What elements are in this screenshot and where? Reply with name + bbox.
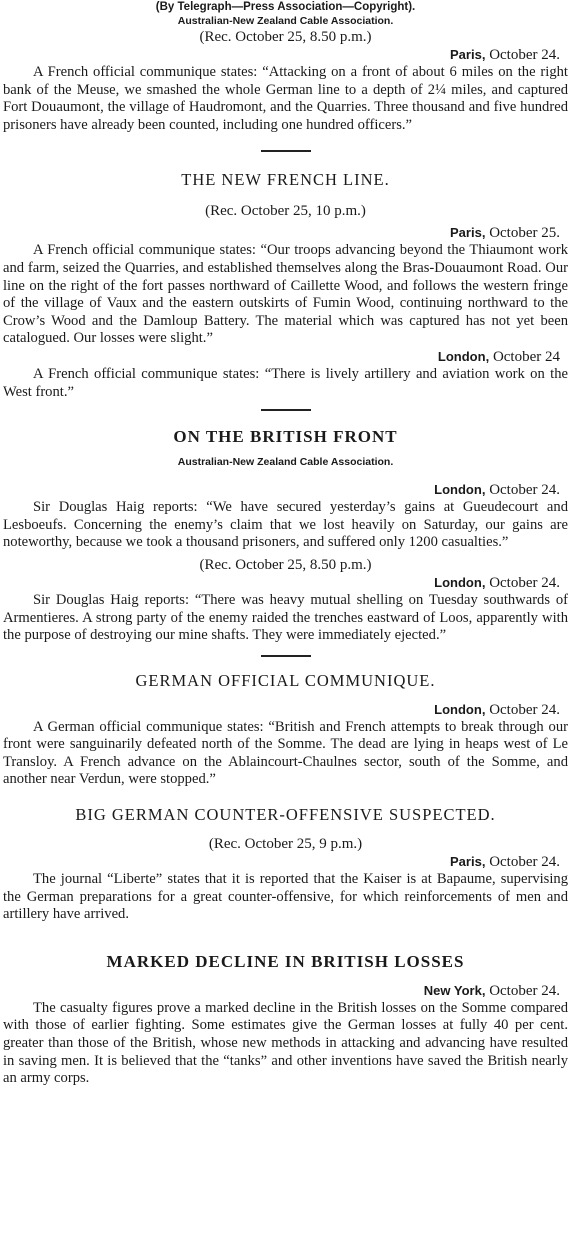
dateline-date: October 24. bbox=[489, 854, 560, 871]
article-body: The casualty figures prove a marked decline in the British losses on the Somme compared with those of earlier fighting. Some estimates give the German losses at fully 40 per cent. greater than those of the British, whose new methods in attacking and advancing have resulted in saving men. It is believed that the “tanks” and other inventions have saved the British nearly an army corps. bbox=[3, 999, 568, 1087]
dateline bbox=[3, 348, 568, 366]
headline: GERMAN OFFICIAL COMMUNIQUE. bbox=[135, 670, 436, 690]
telegraph-credit: (By Telegraph—Press Association—Copyright). bbox=[155, 1, 416, 13]
agency-credit: Australian-New Zealand Cable Association. bbox=[177, 15, 394, 27]
dateline bbox=[3, 481, 568, 499]
dateline-place: London, bbox=[434, 701, 486, 717]
article-british-losses bbox=[3, 952, 568, 1088]
dateline-place: Paris, bbox=[450, 47, 486, 62]
article-german-communique bbox=[3, 671, 568, 789]
received-time: (Rec. October 25, 9 p.m.) bbox=[208, 836, 363, 853]
dateline-date: October 24 bbox=[492, 348, 560, 365]
received-time: (Rec. October 25, 8.50 p.m.) bbox=[199, 29, 372, 45]
dateline bbox=[3, 224, 568, 242]
article-counter-offensive bbox=[3, 805, 568, 924]
dateline-date: October 24. bbox=[489, 574, 560, 591]
article-body: A French official communique states: “Our troops advancing beyond the Thiaumont work and farm, seized the Quarries, and established themselves along the Bras-Douaumont Road. Our line on the right of the fort passes northward of Caillette Wood, and follows the western fringe of the village of Vaux and the eastern outskirts of Fumin Wood, continuing northward to the Crow’s Wood and the Damloup Battery. The material which was captured has not yet been catalogued. Our losses were slight.” bbox=[3, 242, 568, 347]
received-time: (Rec. October 25, 8.50 p.m.) bbox=[199, 556, 372, 573]
dateline-place: London, bbox=[437, 348, 490, 364]
headline: ON THE BRITISH FRONT bbox=[173, 427, 398, 447]
dateline-place: Paris, bbox=[450, 225, 486, 241]
dateline-date: October 24. bbox=[489, 701, 560, 718]
article-body: A German official communique states: “British and French attempts to break through our front were sanguinarily defeated north of the Somme. The dead are lying in heaps west of Le Transloy. A French advance on the Ablaincourt-Chaulnes sector, south of the Somme, and another near Verdun, were stopped.” bbox=[3, 718, 568, 788]
dateline bbox=[3, 701, 568, 719]
dateline bbox=[3, 982, 568, 1000]
article-french-communique bbox=[3, 0, 568, 134]
dateline-date: October 24. bbox=[489, 482, 560, 499]
dateline bbox=[3, 853, 568, 871]
dateline-place: Paris, bbox=[450, 854, 486, 870]
dateline-place: London, bbox=[434, 574, 486, 590]
dateline bbox=[3, 46, 568, 64]
received-time: (Rec. October 25, 10 p.m.) bbox=[205, 203, 366, 220]
dateline bbox=[3, 574, 568, 592]
article-body: A French official communique states: “Attacking on a front of about 6 miles on the right bank of the Meuse, we smashed the whole German line to a depth of 2¼ miles, and captured Fort Douaumont, the village of Haudromont, and the Quarries. Three thousand and five hundred prisoners have already been counted, including one hundred officers.” bbox=[3, 64, 568, 133]
article-body: The journal “Liberte” states that it is reported that the Kaiser is at Bapaume, supervising the German preparations for a great counter-offensive, for which reinforcements of men and artillery have arrived. bbox=[3, 871, 568, 923]
headline: BIG GERMAN COUNTER-OFFENSIVE SUSPECTED. bbox=[75, 805, 496, 825]
article-new-french-line bbox=[3, 170, 568, 401]
headline: THE NEW FRENCH LINE. bbox=[181, 170, 390, 190]
dateline-date: October 24. bbox=[489, 47, 560, 63]
agency-credit: Australian-New Zealand Cable Association. bbox=[177, 456, 394, 469]
dateline-place: New York, bbox=[423, 982, 486, 998]
article-body: Sir Douglas Haig reports: “There was heavy mutual shelling on Tuesday southwards of Armentieres. A strong party of the enemy raided the trenches eastward of Loos, apparently with the purpose of destroying our mine shafts. They were immediately ejected.” bbox=[3, 591, 568, 644]
dateline-date: October 25. bbox=[489, 225, 560, 242]
article-body: Sir Douglas Haig reports: “We have secured yesterday’s gains at Gueudecourt and Lesboeufs. Concerning the enemy’s claim that we lost heavily on Saturday, our gains are noteworthy, because we took a thousand prisoners, and suffered only 1200 casualties.” bbox=[3, 499, 568, 551]
headline: MARKED DECLINE IN BRITISH LOSSES bbox=[106, 951, 465, 971]
dateline-place: London, bbox=[434, 482, 486, 498]
article-british-front bbox=[3, 427, 568, 645]
article-body: A French official communique states: “There is lively artillery and aviation work on the West front.” bbox=[3, 365, 568, 400]
dateline-date: October 24. bbox=[489, 982, 560, 999]
